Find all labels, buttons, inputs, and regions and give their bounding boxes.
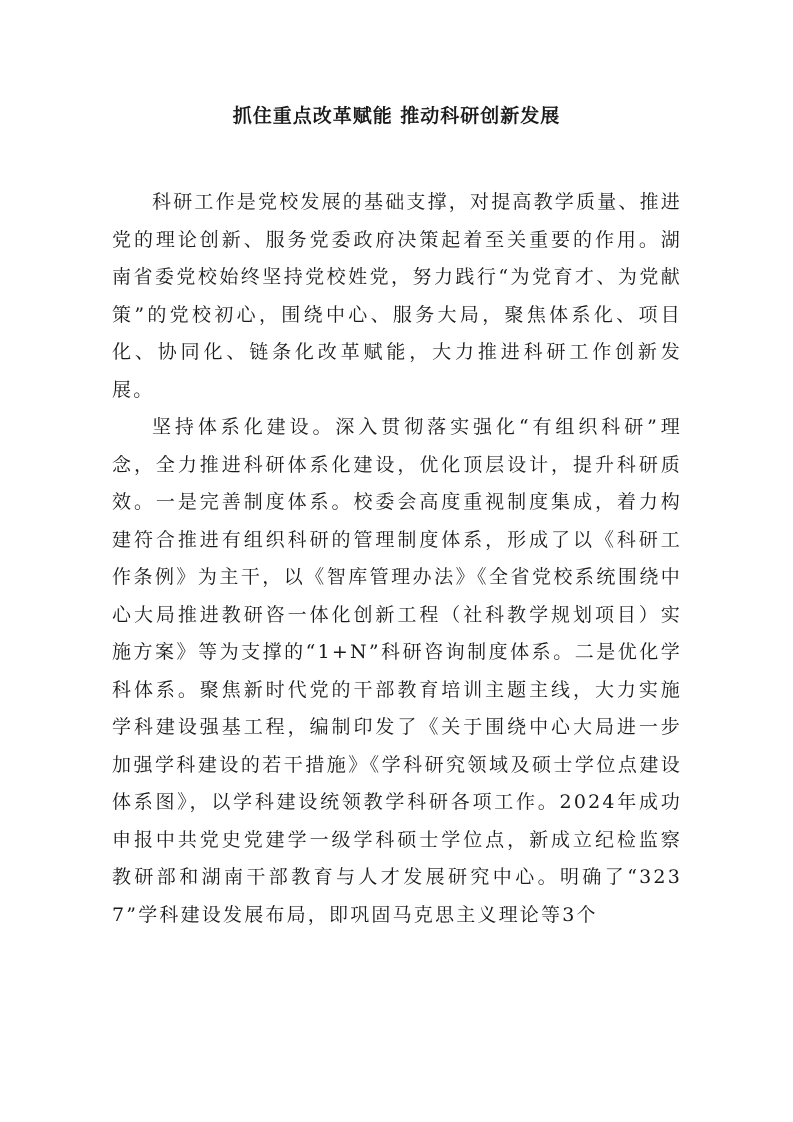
document-body [112, 184, 682, 934]
document-title: 抓住重点改革赋能 推动科研创新发展 [232, 105, 561, 127]
paragraph-intro: 科研工作是党校发展的基础支撑，对提高教学质量、推进党的理论创新、服务党委政府决策起着至关重要的作用。湖南省委党校始终坚持党校姓党，努力践行“为党育才、为党献策”的党校初心，围绕中心、服务大局，聚焦体系化、项目化、协同化、链条化改革赋能，大力推进科研工作创新发展。 [112, 191, 683, 401]
paragraph-system-building: 坚持体系化建设。深入贯彻落实强化“有组织科研”理念，全力推进科研体系化建设，优化顶层设计，提升科研质效。一是完善制度体系。校委会高度重视制度集成，着力构建符合推进有组织科研的管理制度体系，形成了以《科研工作条例》为主干，以《智库管理办法》《全省党校系统围绕中心大局推进教研咨一体化创新工程（社科教学规划项目）实施方案》等为支撑的“1+N”科研咨询制度体系。二是优化学科体系。聚焦新时代党的干部教育培训主题主线，大力实施学科建设强基工程，编制印发了《关于围绕中心大局进一步加强学科建设的若干措施》《学科研究领域及硕士学位点建设体系图》，以学科建设统领教学科研各项工作。2024年成功申报中共党史党建学一级学科硕士学位点，新成立纪检监察教研部和湖南干部教育与人才发展研究中心。明确了“3237”学科建设发展布局，即巩固马克思主义理论等3个 [112, 416, 682, 926]
